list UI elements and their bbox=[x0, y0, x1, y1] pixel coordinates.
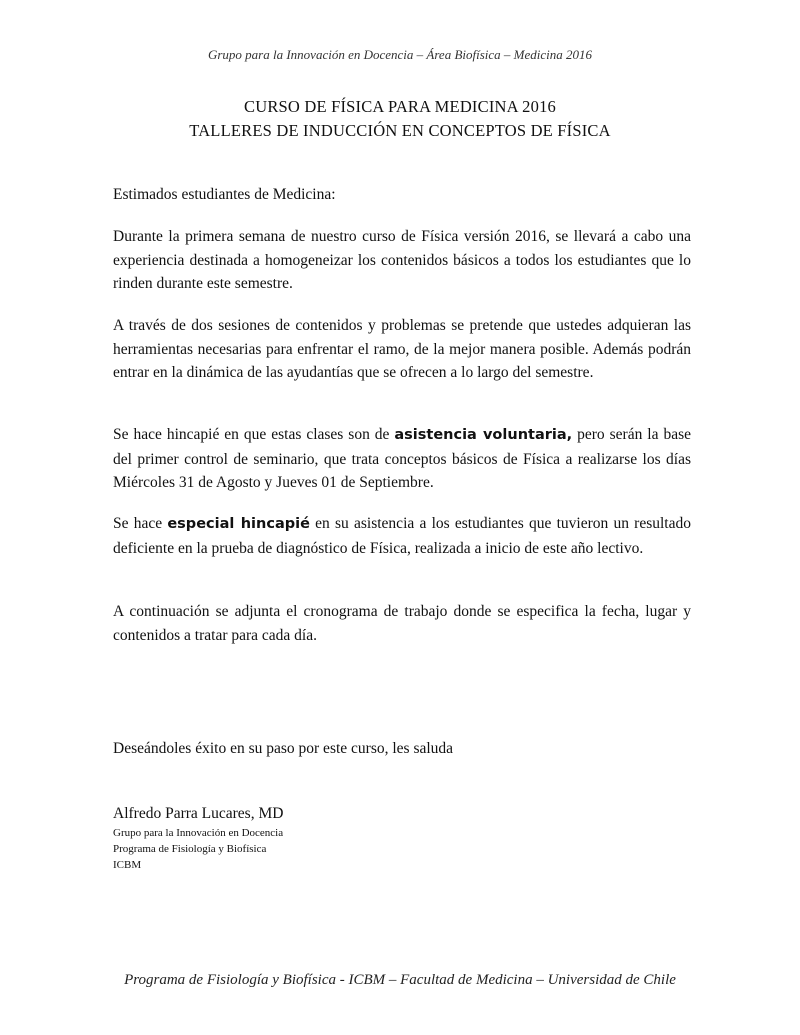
paragraph-1-text: Durante la primera semana de nuestro curso de Física versión 2016, se llevará a cabo una experiencia destinada a homogeneizar los contenidos básicos a todos los estudiantes que lo rinden durante este semestre. bbox=[113, 228, 691, 292]
paragraph-1 bbox=[113, 225, 691, 296]
paragraph-4-lead: Se hace bbox=[113, 515, 168, 532]
emphasis-special-emphasis: especial hincapié bbox=[167, 516, 310, 532]
greeting-text: Estimados estudiantes de Medicina: bbox=[113, 186, 336, 203]
paragraph-2 bbox=[113, 314, 691, 385]
paragraph-3-text bbox=[113, 423, 691, 495]
paragraph-4-text bbox=[113, 512, 691, 560]
signature-institute: ICBM bbox=[113, 859, 142, 871]
paragraph-3-rest: pero serán la base del primer control de seminario, que trata conceptos básicos de Física a realizarse los días Miércoles 31 de Agosto y Jueves 01 de Septiembre. bbox=[113, 426, 691, 491]
paragraph-2-text: A través de dos sesiones de contenidos y problemas se pretende que ustedes adquieran las herramientas necesarias para enfrentar el ramo, de la mejor manera posible. Además podrán entrar en la dinámica de las ayudantías que se ofrecen a lo largo del semestre. bbox=[113, 317, 691, 381]
page-footer: Programa de Fisiología y Biofísica - ICBM – Facultad de Medicina – Universidad de Chile bbox=[124, 972, 676, 988]
title-line-1: CURSO DE FÍSICA PARA MEDICINA 2016 bbox=[244, 97, 556, 116]
emphasis-voluntary-attendance: asistencia voluntaria, bbox=[394, 427, 573, 443]
page-header: Grupo para la Innovación en Docencia – Área Biofísica – Medicina 2016 bbox=[207, 47, 593, 62]
paragraph-4 bbox=[113, 512, 691, 560]
signature-group: Grupo para la Innovación en Docencia bbox=[113, 827, 284, 839]
greeting bbox=[113, 183, 691, 207]
paragraph-4-rest: en su asistencia a los estudiantes que tuvieron un resultado deficiente en la prueba de diagnóstico de Física, realizada a inicio de este año lectivo. bbox=[113, 515, 691, 557]
paragraph-5-text: A continuación se adjunta el cronograma de trabajo donde se especifica la fecha, lugar y contenidos a tratar para cada día. bbox=[113, 603, 691, 644]
closing-text: Deseándoles éxito en su paso por este curso, les saluda bbox=[113, 740, 454, 757]
paragraph-5 bbox=[113, 600, 691, 647]
document-title bbox=[0, 95, 800, 143]
closing bbox=[113, 737, 691, 761]
paragraph-3 bbox=[113, 423, 691, 495]
title-line-2: TALLERES DE INDUCCIÓN EN CONCEPTOS DE FÍSICA bbox=[189, 121, 611, 140]
signature-program: Programa de Fisiología y Biofísica bbox=[113, 843, 267, 855]
paragraph-3-lead: Se hace hincapié en que estas clases son de bbox=[113, 426, 395, 443]
signature-name: Alfredo Parra Lucares, MD bbox=[113, 805, 284, 822]
signature-block bbox=[113, 803, 283, 873]
